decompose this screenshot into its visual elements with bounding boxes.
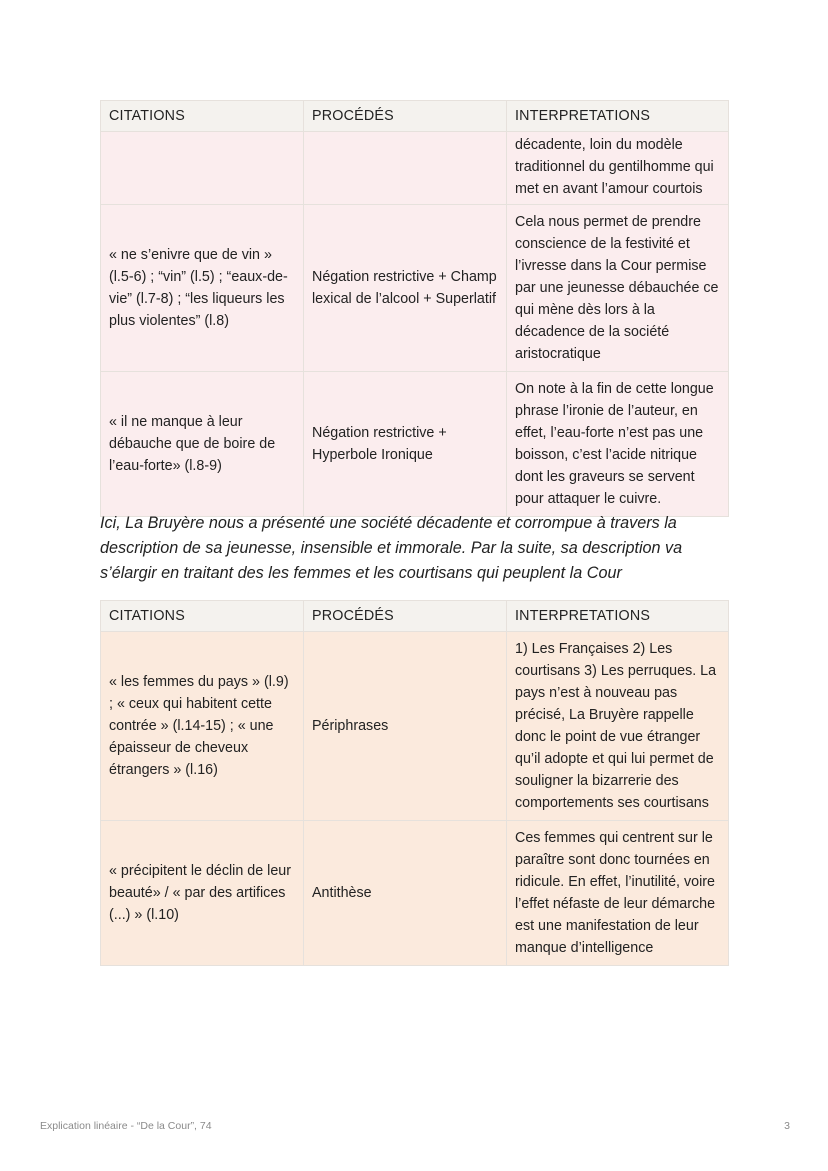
cell-citation: « ne s’enivre que de vin » (l.5-6) ; “vin” (l.5) ; “eaux-de-vie” (l.7-8) ; “les liqueurs les plus violentes” (l.8) (101, 205, 304, 372)
footer-page-number: 3 (784, 1120, 790, 1132)
cell-citation: « précipitent le déclin de leur beauté» / « par des artifices (...) » (l.10) (101, 821, 304, 966)
cell-interpretation: décadente, loin du modèle traditionnel du gentilhomme qui met en avant l’amour courtois (507, 132, 729, 205)
cell-interpretation: Cela nous permet de prendre conscience de la festivité et l’ivresse dans la Cour permise par une jeunesse débauchée ce qui mène dès lors à la décadence de la société aristocratique (507, 205, 729, 372)
analysis-table-1 (100, 100, 729, 517)
table-row (101, 132, 729, 205)
cell-interpretation: 1) Les Françaises 2) Les courtisans 3) Les perruques. La pays n’est à nouveau pas précisé, La Bruyère rappelle donc le point de vue étranger qu’il adopte et qui lui permet de souligner la bizarrerie des comportements ses courtisans (507, 632, 729, 821)
cell-citation (101, 132, 304, 205)
cell-citation: « il ne manque à leur débauche que de boire de l’eau-forte» (l.8-9) (101, 372, 304, 517)
cell-procede: Antithèse (304, 821, 507, 966)
cell-procede: Périphrases (304, 632, 507, 821)
table-row (101, 821, 729, 966)
header-procedes: PROCÉDÉS (304, 601, 507, 632)
table-row (101, 205, 729, 372)
cell-procede: Négation restrictive + Champ lexical de l’alcool + Superlatif (304, 205, 507, 372)
cell-interpretation: Ces femmes qui centrent sur le paraître sont donc tournées en ridicule. En effet, l’inutilité, voire l’effet néfaste de leur démarche est une manifestation de leur manque d’intelligence (507, 821, 729, 966)
header-procedes: PROCÉDÉS (304, 101, 507, 132)
header-interpretations: INTERPRETATIONS (507, 601, 729, 632)
analysis-table-2 (100, 600, 729, 966)
header-citations: CITATIONS (101, 101, 304, 132)
footer-document-title: Explication linéaire - “De la Cour”, 74 (40, 1120, 212, 1132)
table-row (101, 632, 729, 821)
cell-interpretation: On note à la fin de cette longue phrase l’ironie de l’auteur, en effet, l’eau-forte n’est pas une boisson, c’est l’acide nitrique dont les graveurs se servent pour attaquer le cuivre. (507, 372, 729, 517)
transition-paragraph: Ici, La Bruyère nous a présenté une société décadente et corrompue à travers la description de sa jeunesse, insensible et immorale. Par la suite, sa description va s’élargir en traitant des les femmes et les courtisans qui peuplent la Cour (100, 514, 683, 582)
table-header-row (101, 601, 729, 632)
table-header-row (101, 101, 729, 132)
header-interpretations: INTERPRETATIONS (507, 101, 729, 132)
cell-procede: Négation restrictive + Hyperbole Ironique (304, 372, 507, 517)
cell-citation: « les femmes du pays » (l.9) ; « ceux qui habitent cette contrée » (l.14-15) ; « une épaisseur de cheveux étrangers » (l.16) (101, 632, 304, 821)
table-row (101, 372, 729, 517)
cell-procede (304, 132, 507, 205)
header-citations: CITATIONS (101, 601, 304, 632)
